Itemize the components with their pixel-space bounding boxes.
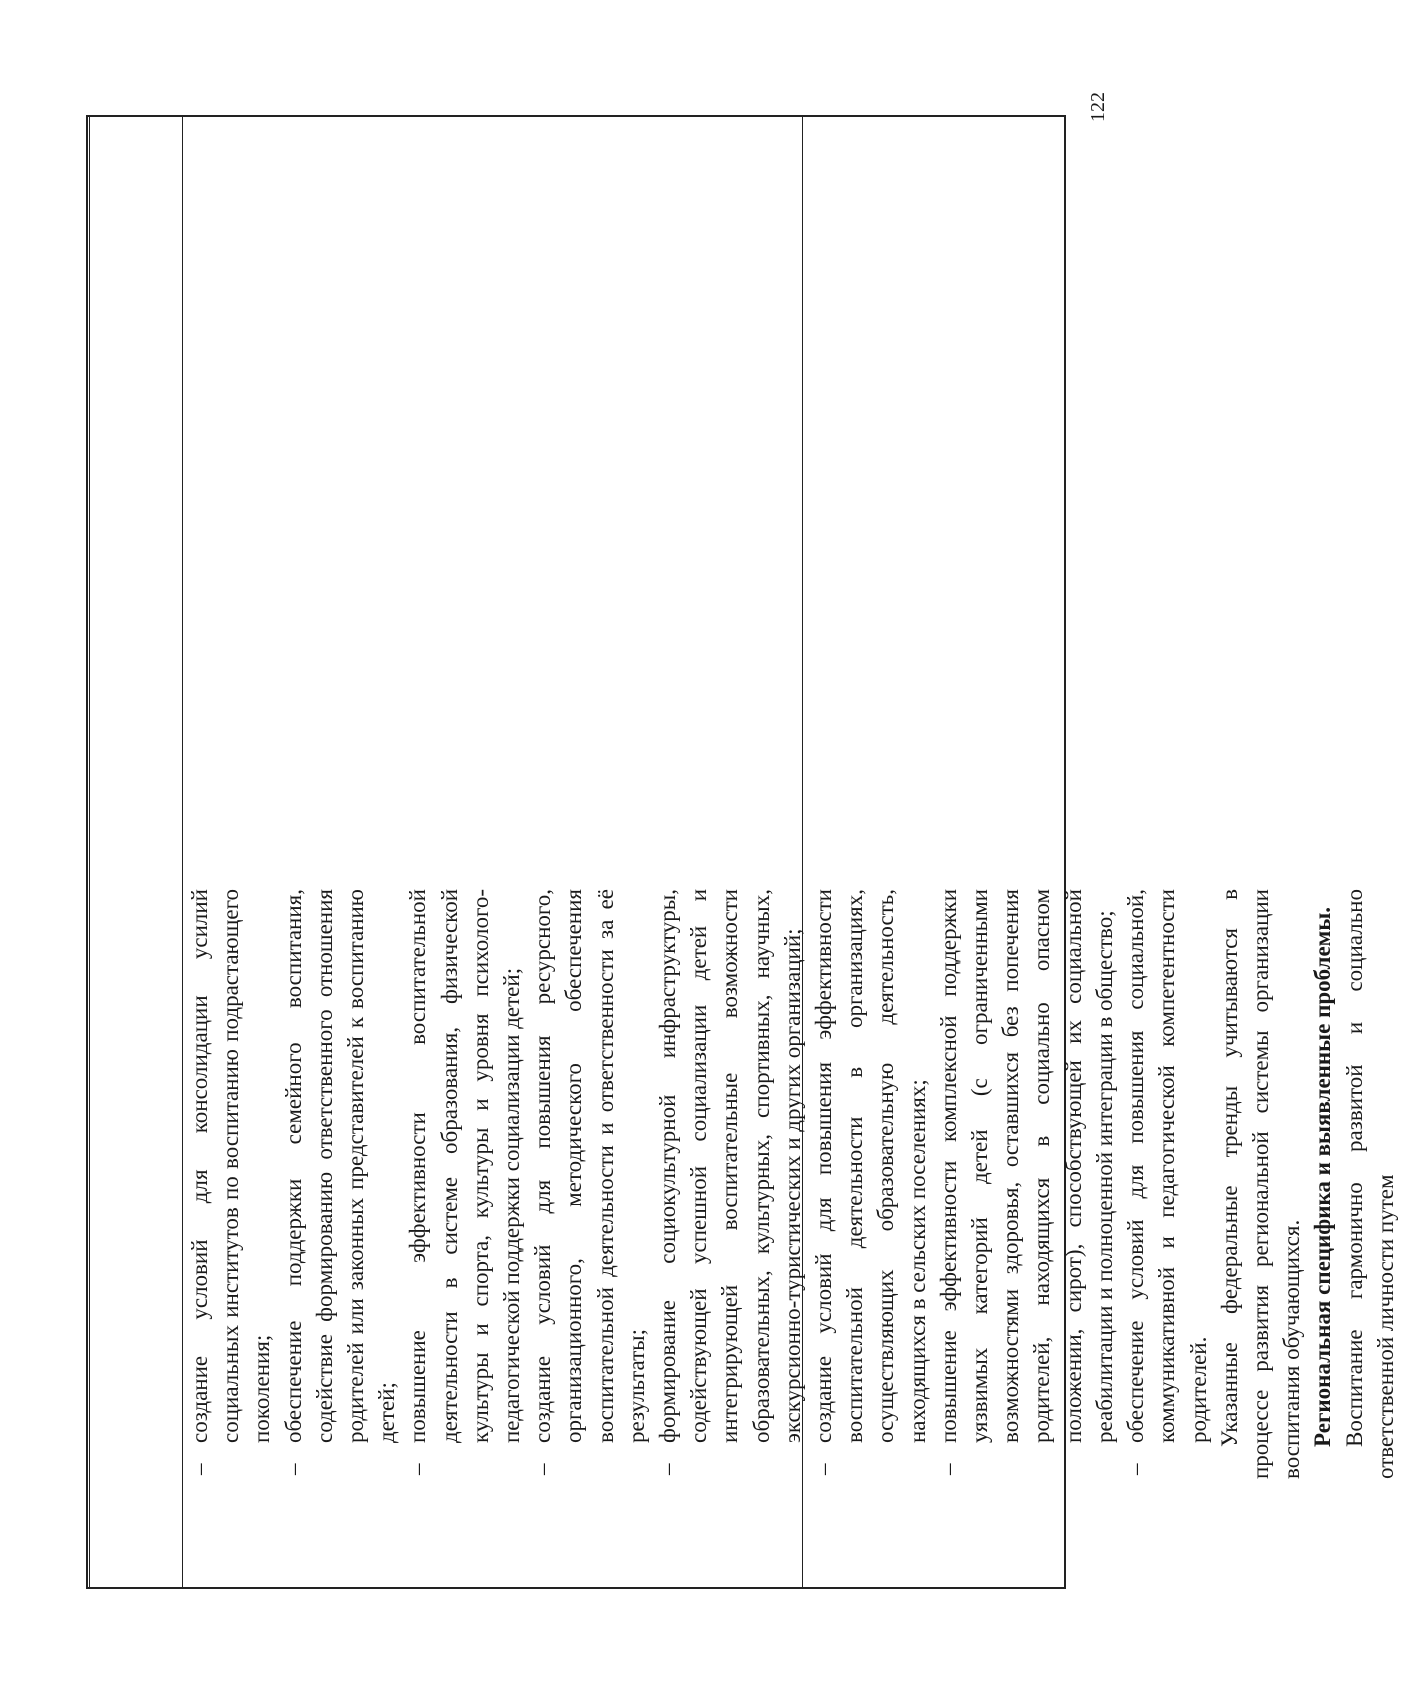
table-top-border: [89, 117, 90, 1587]
list-item: [527, 889, 652, 1479]
list-item: [933, 889, 1120, 1479]
list-item: [278, 889, 403, 1479]
list-item-text: обеспечение поддержки семейного воспитания, содействие формированию ответственного отношения родителей или законных представителей к воспитанию детей;: [280, 889, 400, 1443]
list-item-text: формирование социокультурной инфраструктуры, содействующей успешной социализации детей и интегрирующей воспитательные возможности образовательных, культурных, спортивных, научных, экскурсионно-туристических и других организаций;: [655, 889, 805, 1443]
list-marker: –: [187, 1463, 212, 1475]
list-item: [184, 889, 278, 1479]
paragraph-trends: Указанные федеральные тренды учитываются в процессе развития региональной системы организации воспитания обучающихся.: [1216, 889, 1305, 1479]
table-cell-text: [184, 889, 1398, 1479]
list-item: [402, 889, 527, 1479]
list-item-text: повышение эффективности комплексной поддержки уязвимых категорий детей (с ограниченными возможностями здоровья, оставшихся без попечения родителей, находящихся в социально опасном положении, сирот), способствующей их социальной реабилитации и полноценной интеграции в общество;: [935, 889, 1117, 1443]
list-marker: –: [1123, 1463, 1149, 1475]
list-marker: –: [655, 1463, 681, 1475]
list-item-text: создание условий для консолидации усилий социальных институтов по воспитанию подрастающего поколения;: [187, 889, 275, 1443]
list-marker: –: [405, 1463, 431, 1475]
list-item-text: повышение эффективности воспитательной деятельности в системе образования, физической культуры и спорта, культуры и уровня психолого-педагогической поддержки социализации детей;: [405, 889, 525, 1443]
list-item: [1120, 889, 1214, 1479]
page-number: 122: [1087, 92, 1109, 122]
table-divider-left: [182, 117, 183, 1587]
section-heading: Региональная специфика и выявленные проблемы.: [1310, 906, 1336, 1447]
list-marker: –: [280, 1463, 306, 1475]
list-item-text: обеспечение условий для повышения социальной, коммуникативной и педагогической компетентности родителей.: [1123, 889, 1211, 1443]
list-marker: –: [811, 1463, 837, 1475]
table-frame: [86, 115, 1398, 1589]
list-item: [808, 889, 933, 1479]
list-item-text: создание условий для повышения эффективности воспитательной деятельности в организациях, осуществляющих образовательную деятельность, находящихся в сельских поселениях;: [811, 889, 930, 1443]
list-marker: –: [935, 1463, 961, 1475]
list-item: [652, 889, 808, 1479]
paragraph-last: Воспитание гармонично развитой и социально ответственной личности путем: [1341, 889, 1398, 1479]
list-item-text: создание условий для повышения ресурсного, организационного, методического обеспечения воспитательной деятельности и ответственности за её результаты;: [530, 889, 649, 1443]
list-marker: –: [530, 1463, 556, 1475]
